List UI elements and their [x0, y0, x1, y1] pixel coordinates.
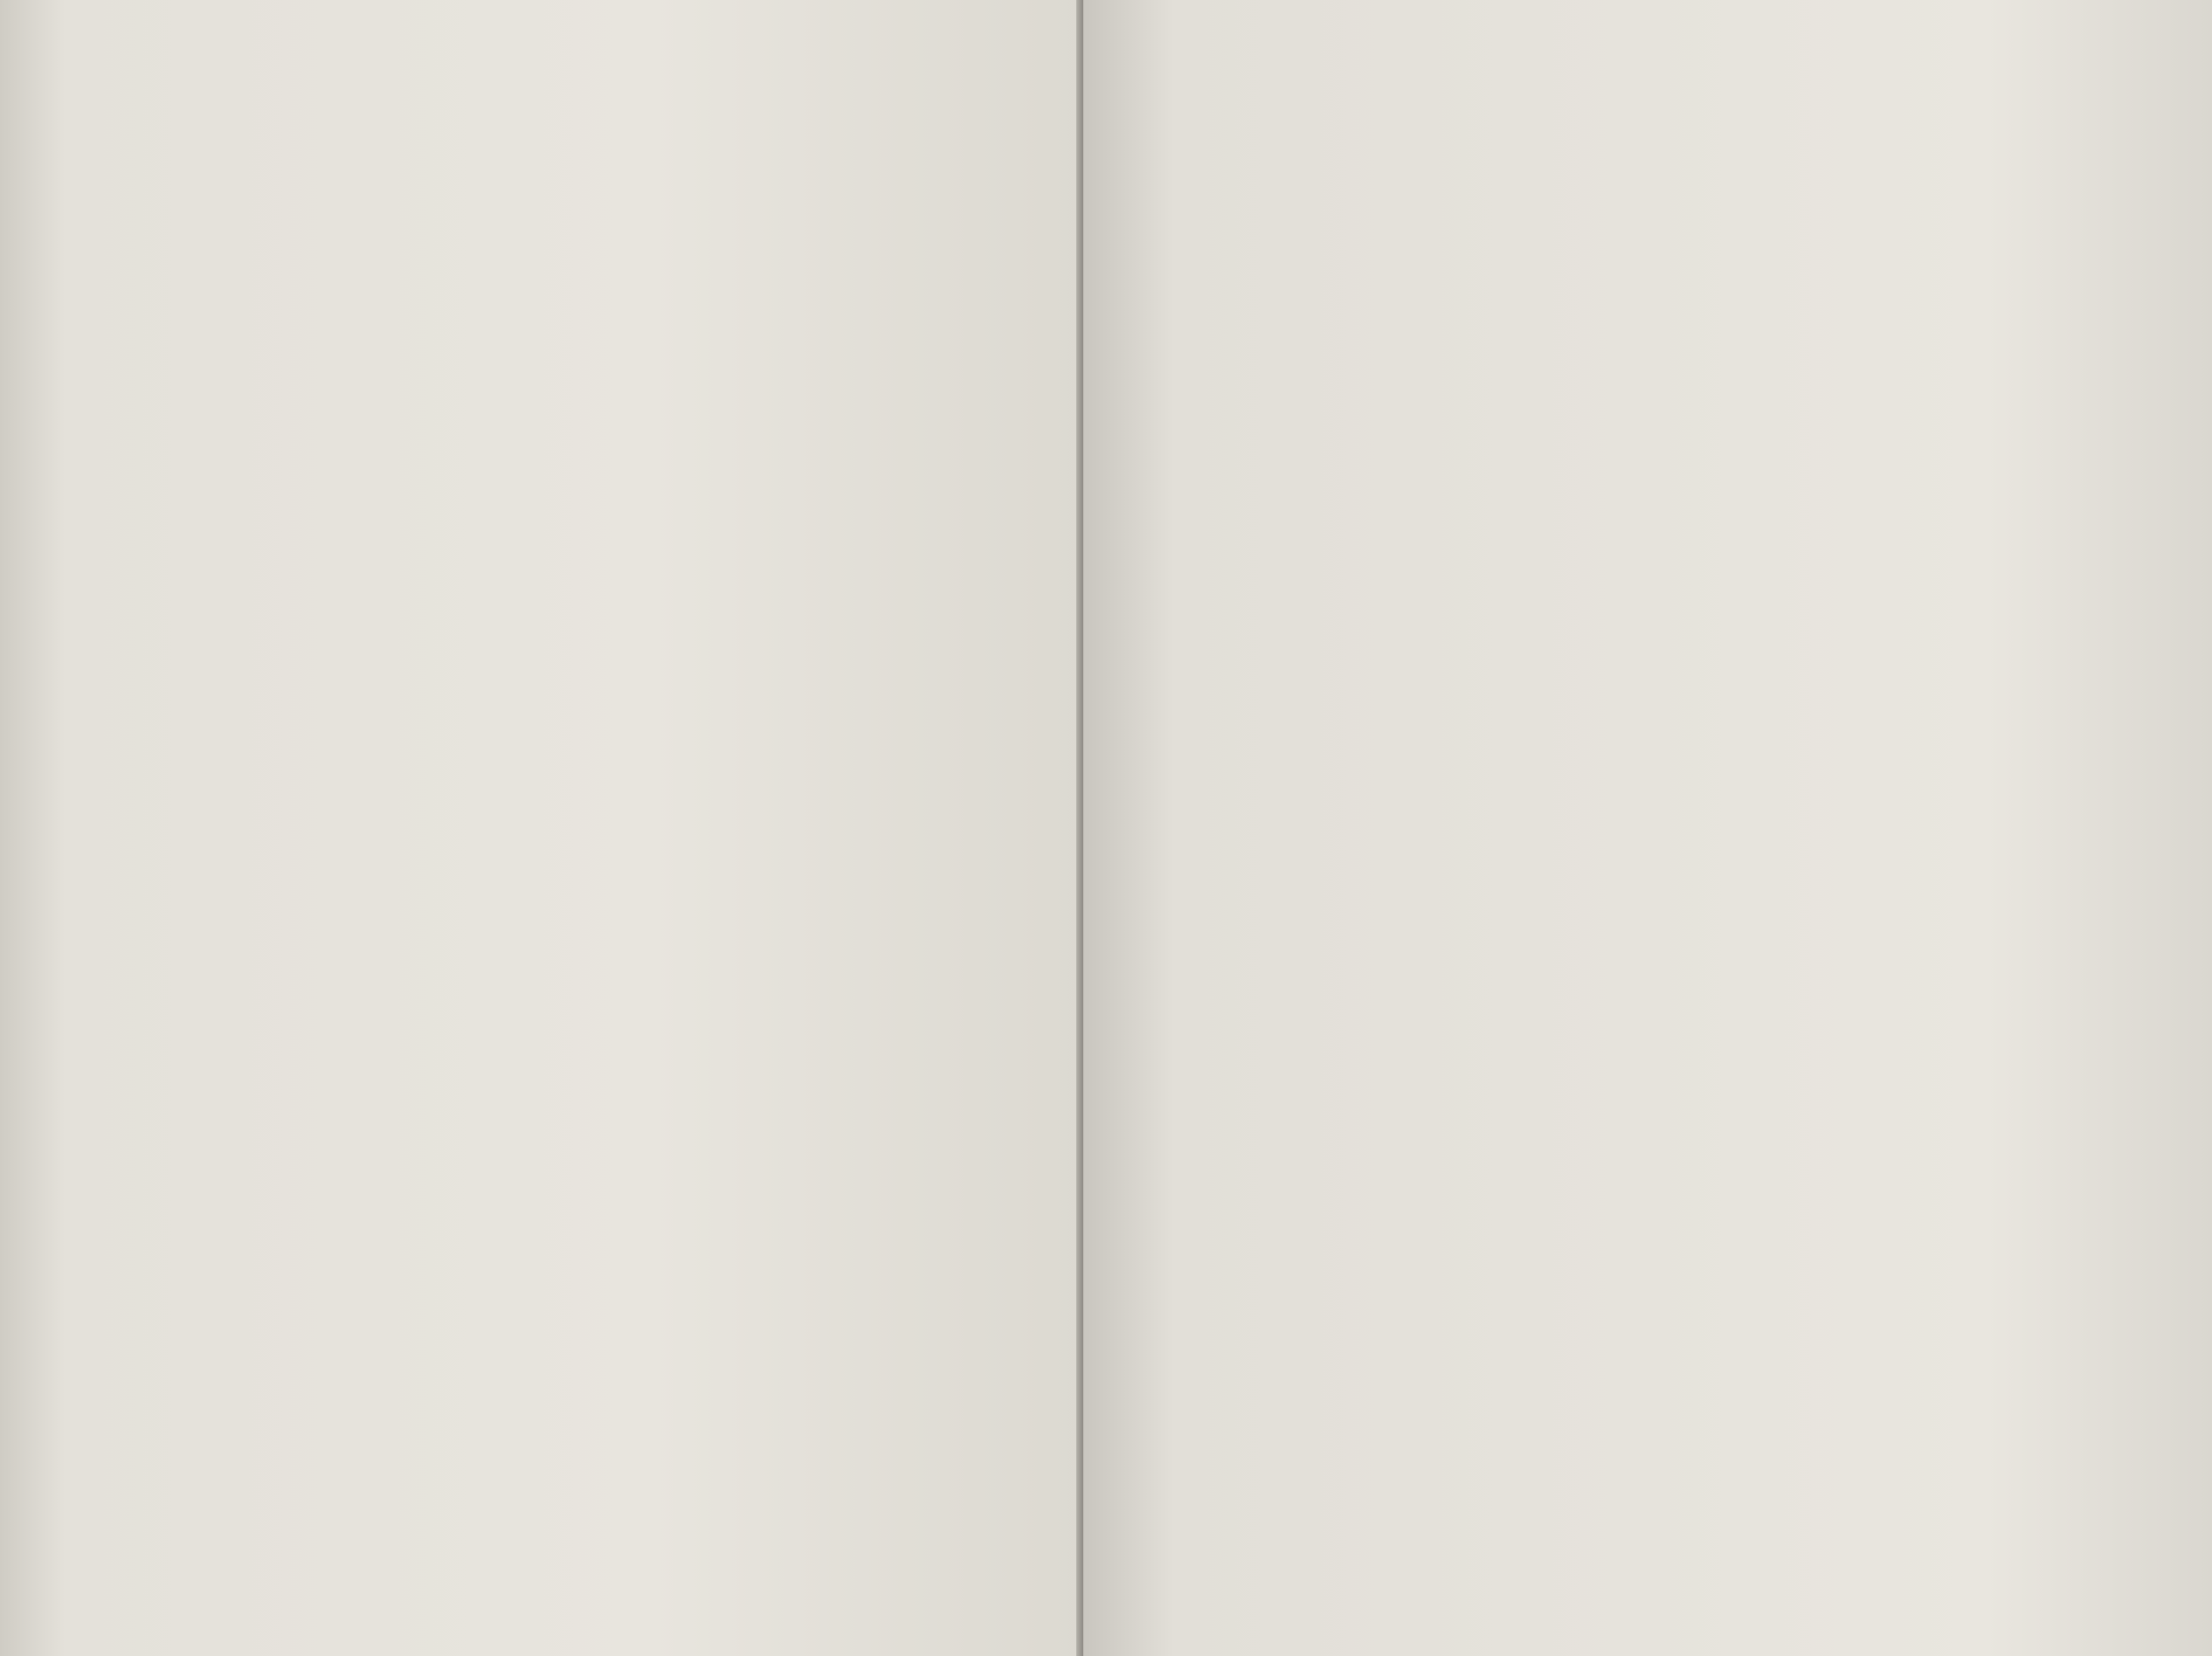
census-table-page	[1083, 0, 2212, 1656]
instructions-column-2	[603, 26, 1066, 1633]
instructions-column-1	[87, 26, 577, 1633]
census-table-grid	[1083, 0, 2212, 1656]
instructions-page	[0, 0, 1083, 1656]
